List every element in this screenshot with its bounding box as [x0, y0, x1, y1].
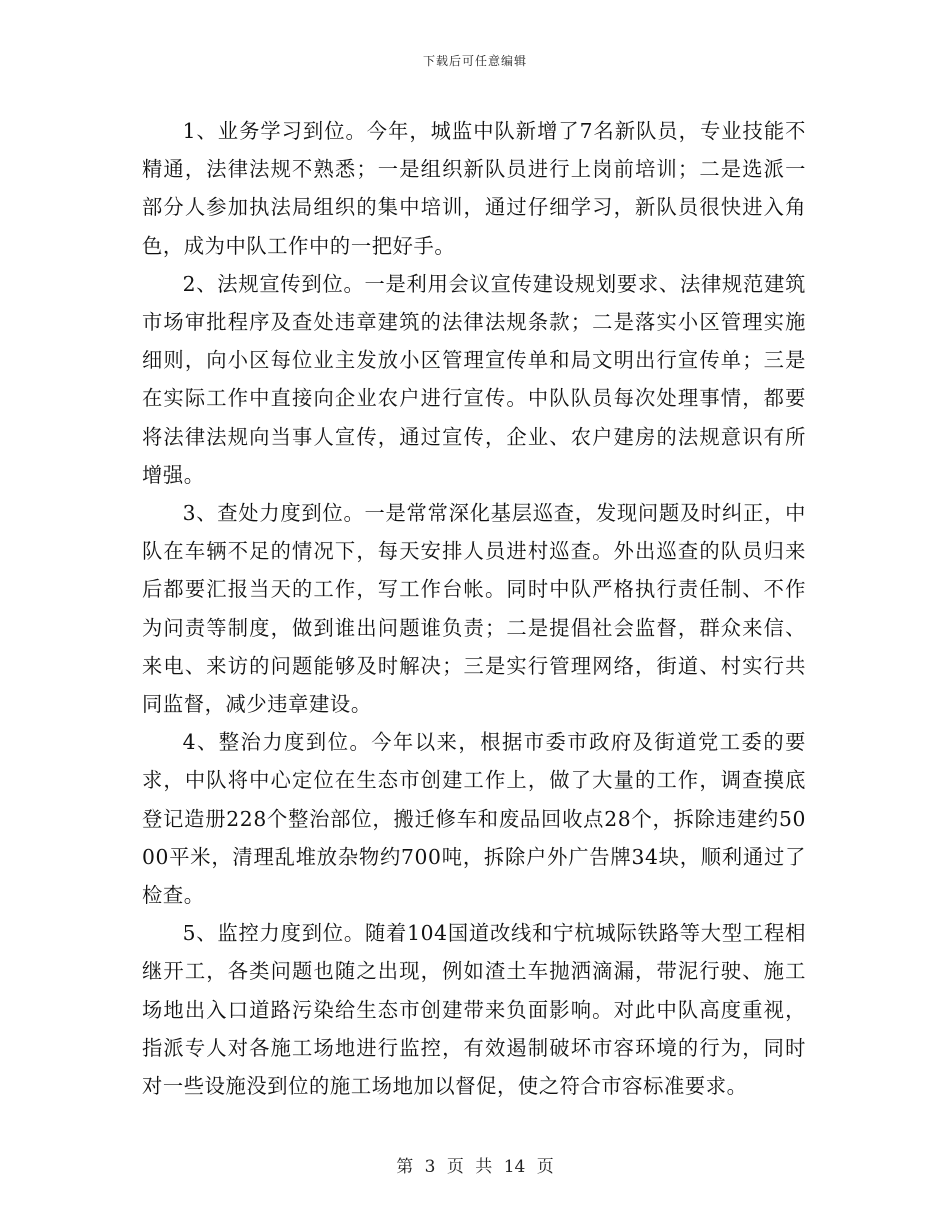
- footer-current-page: 3: [424, 1157, 436, 1177]
- header-text: 下载后可任意编辑: [422, 54, 527, 68]
- paragraph-5: 5、监控力度到位。随着104国道改线和宁杭城际铁路等大型工程相继开工，各类问题也随之出现，例如渣土车抛洒滴漏，带泥行驶、施工场地出入口道路污染给生态市创建带来负面影响。对此中队高度重视，指派专人对各施工场地进行监控，有效遏制破坏市容环境的行为，同时对一些设施没到位的施工场地加以督促，使之符合市容标准要求。: [142, 921, 806, 1099]
- footer-page-word: 页: [446, 1157, 464, 1177]
- footer-suffix: 页: [536, 1157, 554, 1177]
- document-body: [142, 112, 806, 1105]
- paragraph-3: 3、查处力度到位。一是常常深化基层巡查，发现问题及时纠正，中队在车辆不足的情况下，每天安排人员进村巡查。外出巡查的队员归来后都要汇报当天的工作，写工作台帐。同时中队严格执行责任制、不作为问责等制度，做到谁出问题谁负责；二是提倡社会监督，群众来信、来电、来访的问题能够及时解决；三是实行管理网络，街道、村实行共同监督，减少违章建设。: [142, 501, 806, 717]
- footer-prefix: 第: [396, 1157, 414, 1177]
- footer-total-pages: 14: [503, 1157, 526, 1177]
- paragraph-4: 4、整治力度到位。今年以来，根据市委市政府及街道党工委的要求，中队将中心定位在生态市创建工作上，做了大量的工作，调查摸底登记造册228个整治部位，搬迁修车和废品回收点28个，拆除违建约5000平米，清理乱堆放杂物约700吨，拆除户外广告牌34块，顺利通过了检查。: [142, 730, 806, 908]
- page-header: [0, 52, 950, 69]
- page-footer: [0, 1152, 950, 1177]
- footer-total-word: 共: [475, 1157, 493, 1177]
- paragraph-2: 2、法规宣传到位。一是利用会议宣传建设规划要求、法律规范建筑市场审批程序及查处违章建筑的法律法规条款；二是落实小区管理实施细则，向小区每位业主发放小区管理宣传单和局文明出行宣传单；三是在实际工作中直接向企业农户进行宣传。中队队员每次处理事情，都要将法律法规向当事人宣传，通过宣传，企业、农户建房的法规意识有所增强。: [142, 271, 806, 487]
- paragraph-1: 1、业务学习到位。今年，城监中队新增了7名新队员，专业技能不精通，法律法规不熟悉；一是组织新队员进行上岗前培训；二是选派一部分人参加执法局组织的集中培训，通过仔细学习，新队员很快进入角色，成为中队工作中的一把好手。: [142, 119, 806, 258]
